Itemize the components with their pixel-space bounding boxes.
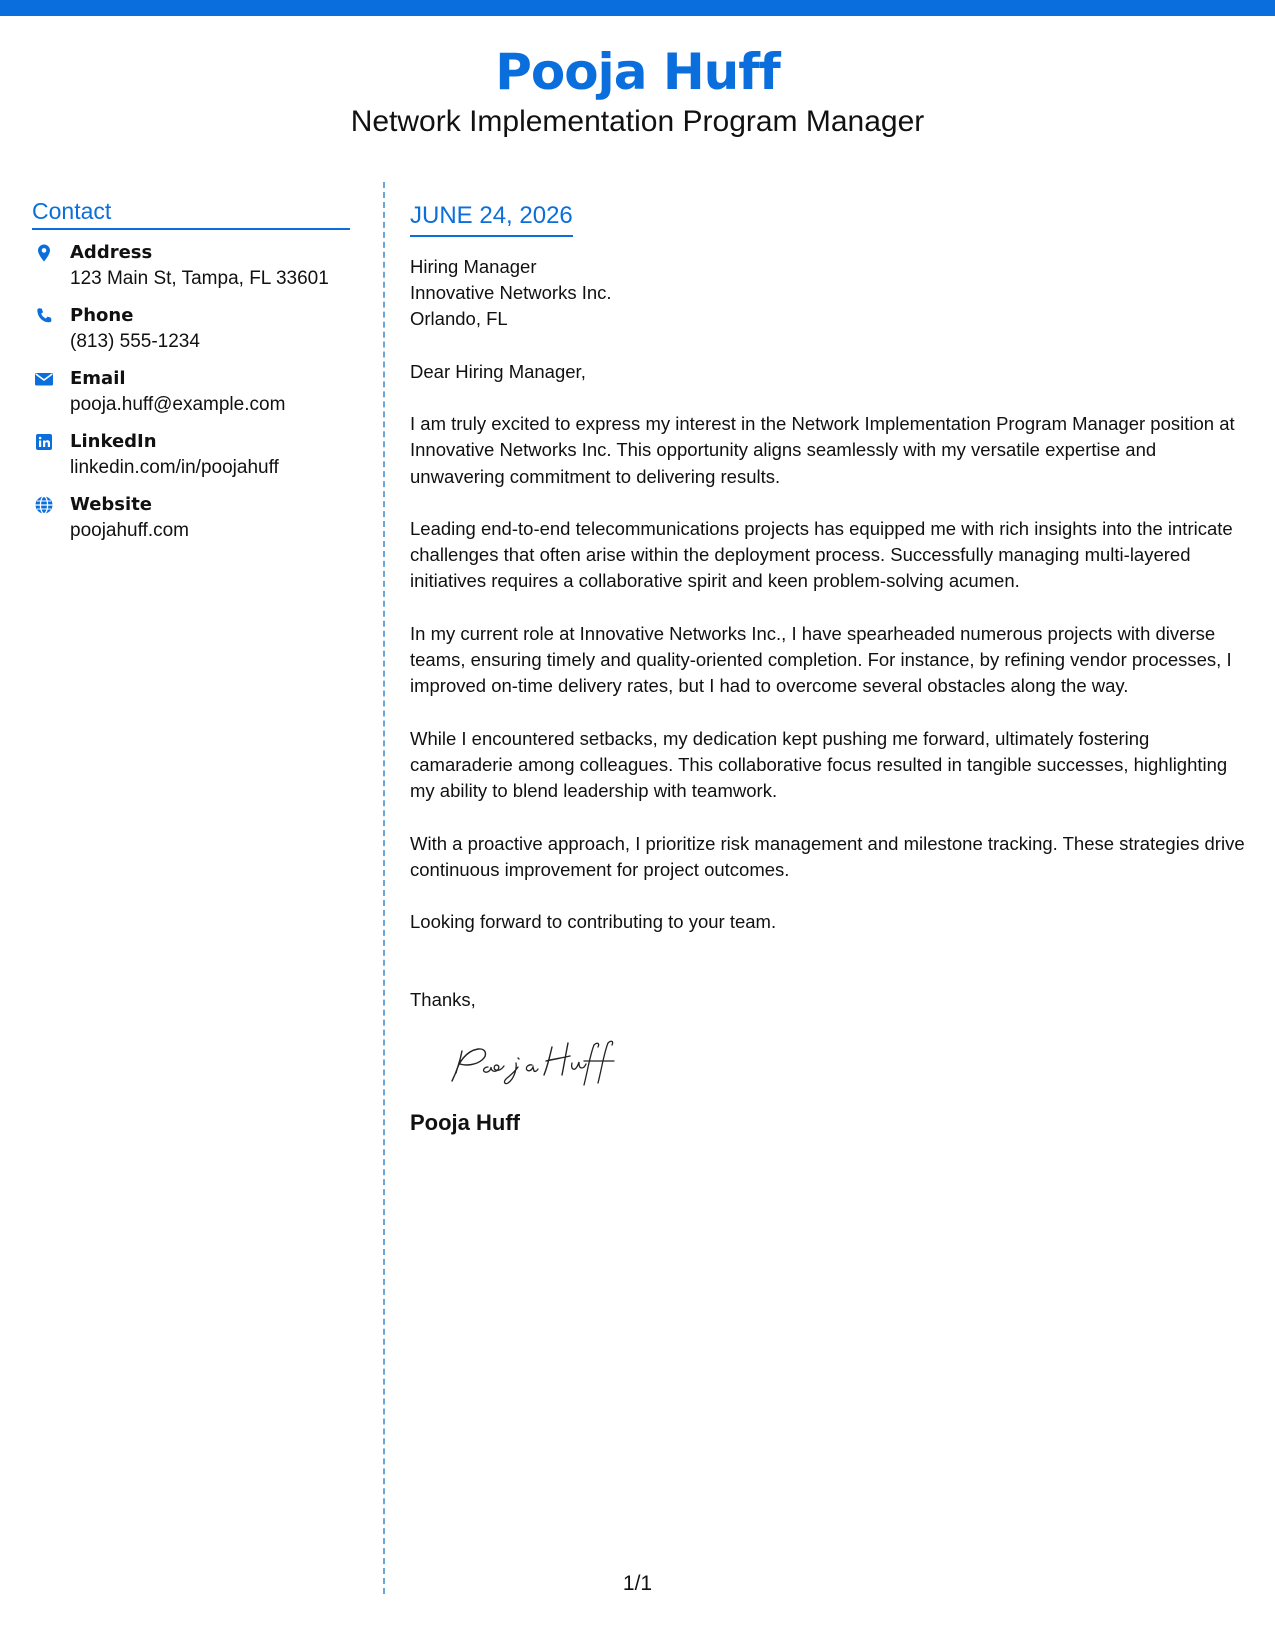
letter-paragraph: With a proactive approach, I prioritize risk management and milestone tracking. These strategies drive continuous improvement for project outcomes.	[410, 832, 1245, 880]
contact-label: Email	[70, 368, 126, 389]
recipient-line: Innovative Networks Inc.	[410, 282, 612, 303]
contact-heading: Contact	[32, 196, 350, 230]
letter-paragraph: In my current role at Innovative Networks Inc., I have spearheaded numerous projects with diverse teams, ensuring timely and quality-oriented completion. For instance, by refining vendor processes, I improved on-time delivery rates, but I had to overcome several obstacles along the way.	[410, 622, 1232, 697]
address-value: 123 Main St, Tampa, FL 33601	[70, 268, 329, 289]
letter-paragraph: While I encountered setbacks, my dedication kept pushing me forward, ultimately fostering camaraderie among colleagues. This collaborative focus resulted in tangible successes, highlighting my ability to blend leadership with teamwork.	[410, 727, 1228, 802]
envelope-icon	[34, 369, 54, 389]
contact-item-email	[32, 366, 352, 429]
salutation: Dear Hiring Manager,	[410, 361, 586, 382]
contact-sidebar	[32, 196, 352, 555]
applicant-name: Pooja Huff	[495, 43, 780, 101]
recipient-block	[410, 254, 1250, 332]
closing: Thanks,	[410, 989, 476, 1011]
contact-item-website	[32, 492, 352, 555]
letter-paragraph: Looking forward to contributing to your team.	[410, 911, 777, 933]
top-accent-bar	[0, 0, 1275, 16]
globe-icon	[34, 495, 54, 515]
contact-label: Address	[70, 242, 153, 263]
contact-item-phone	[32, 303, 352, 366]
contact-label: LinkedIn	[70, 431, 157, 452]
contact-item-address	[32, 240, 352, 303]
linkedin-value: linkedin.com/in/poojahuff	[70, 457, 279, 478]
page-number: 1/1	[622, 1572, 653, 1595]
contact-label: Website	[70, 494, 153, 515]
linkedin-icon	[34, 432, 54, 452]
email-value: pooja.huff@example.com	[70, 394, 286, 415]
contact-list	[32, 240, 352, 555]
phone-icon	[34, 306, 54, 326]
location-pin-icon	[34, 243, 54, 263]
letter-paragraph: Leading end-to-end telecommunications projects has equipped me with rich insights into the intricate challenges that often arise within the deployment process. Successfully managing multi-layered initiatives requires a collaborative spirit and keen problem-solving acumen.	[410, 517, 1233, 592]
job-title: Network Implementation Program Manager	[350, 105, 925, 138]
handwritten-signature	[448, 1031, 648, 1091]
website-value: poojahuff.com	[70, 520, 190, 541]
contact-item-linkedin	[32, 429, 352, 492]
column-divider	[383, 182, 385, 1594]
signer-name: Pooja Huff	[410, 1110, 520, 1136]
letter-header	[0, 40, 1275, 140]
recipient-line: Orlando, FL	[410, 308, 508, 329]
letter-date: JUNE 24, 2026	[410, 200, 573, 237]
phone-value: (813) 555-1234	[70, 331, 200, 352]
recipient-line: Hiring Manager	[410, 256, 537, 277]
contact-label: Phone	[70, 305, 134, 326]
letter-paragraph: I am truly excited to express my interest in the Network Implementation Program Manager position at Innovative Networks Inc. This opportunity aligns seamlessly with my versatile expertise and unwavering commitment to delivering results.	[410, 413, 1235, 487]
letter-body	[410, 200, 1250, 1137]
